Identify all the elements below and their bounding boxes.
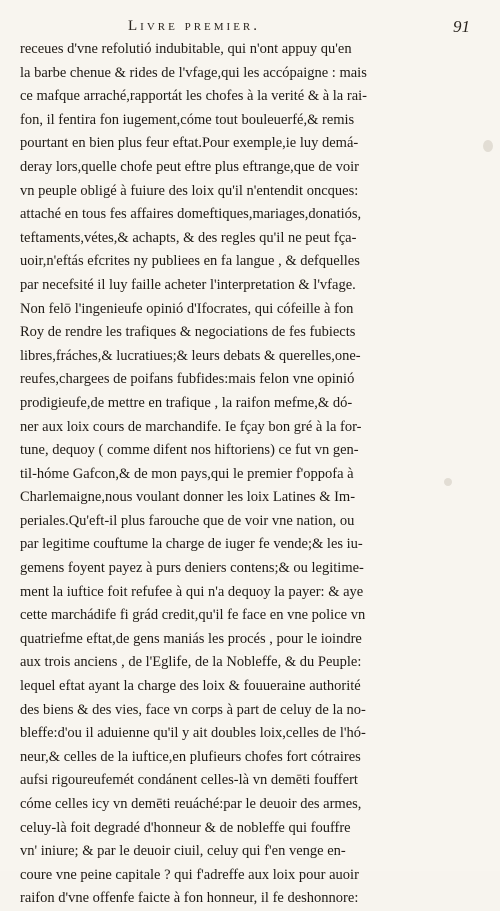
text-line: cette marchádife fi grád credit,qu'il fe face en vne police vn <box>20 607 366 624</box>
paper-stain <box>483 140 493 152</box>
text-line: par legitime couftume la charge de iuger fe vende;& les iu- <box>20 536 363 553</box>
paper-stain <box>444 478 452 486</box>
text-line: aufsi rigoureufemét condánent celles-là vn demēti fouffert <box>20 772 358 789</box>
text-line: Non felō l'ingenieufe opinió d'Ifocrates, qui cófeille à fon <box>20 300 354 317</box>
text-line: ce mafque arraché,rapportát les chofes à la verité & à la rai- <box>20 88 367 105</box>
text-line: periales.Qu'eft-il plus farouche que de voir vne nation, ou <box>20 512 355 529</box>
text-line: fon, il fentira fon iugement,cóme tout bouleuerfé,& remis <box>20 111 355 128</box>
text-line: libres,fráches,& lucratiues;& leurs debats & querelles,one- <box>20 347 361 364</box>
text-line: des biens & des vies, face vn corps à part de celuy de la no- <box>20 701 366 718</box>
text-line: neur,& celles de la iuftice,en plufieurs chofes fort cótraires <box>20 748 361 765</box>
text-line: deray lors,quelle chofe peut eftre plus eftrange,que de voir <box>20 158 359 175</box>
page-number: 91 <box>453 17 470 36</box>
text-line: cóme celles icy vn demēti reuáché:par le deuoir des armes, <box>20 796 362 812</box>
text-line: teftaments,vétes,& achapts, & des regles qu'il ne peut fça- <box>20 229 357 246</box>
text-line: tune, dequoy ( comme difent nos hiftoriens) ce fut vn gen- <box>20 442 359 459</box>
running-title: Livre premier. <box>128 18 260 34</box>
text-line: prodigieufe,de mettre en trafique , la raifon mefme,& dó- <box>20 394 353 411</box>
body-text <box>20 38 480 911</box>
text-line: ner aux loix cours de marchandife. Ie fçay bon gré à la for- <box>20 418 362 435</box>
text-line: par necefsité il luy faille acheter l'interpretation & l'vfage. <box>20 276 356 293</box>
text-line: uoir,n'eftás efcrites ny publiees en fa langue , & defquelles <box>20 253 360 270</box>
text-line: til-hóme Gafcon,& de mon pays,qui le premier f'oppofa à <box>20 465 354 482</box>
text-line: coure vne peine capitale ? qui f'adreffe aux loix pour auoir <box>20 866 359 883</box>
text-line: receues d'vne refolutió indubitable, qui n'ont appuy qu'en <box>20 41 352 57</box>
text-line: Charlemaigne,nous voulant donner les loix Latines & Im- <box>20 489 356 506</box>
text-line: raifon d'vne offenfe faicte à fon honneur, il fe deshonnore: <box>20 890 359 907</box>
text-line: la barbe chenue & rides de l'vfage,qui les accópaigne : mais <box>20 64 367 81</box>
text-line: ment la iuftice foit refufee à qui n'a dequoy la payer: & aye <box>20 583 364 600</box>
text-line: vn' iniure; & par le deuoir ciuil, celuy qui f'en venge en- <box>20 843 346 860</box>
running-header <box>0 18 500 38</box>
text-line: reufes,chargees de poifans fubfides:mais felon vne opinió <box>20 371 355 388</box>
text-line: lequel eftat ayant la charge des loix & fouueraine authorité <box>20 678 361 695</box>
text-line: celuy-là foit degradé d'honneur & de nobleffe qui fouffre <box>20 819 351 836</box>
text-line: aux trois anciens , de l'Eglife, de la Nobleffe, & du Peuple: <box>20 654 362 671</box>
text-line: bleffe:d'ou il aduienne qu'il y ait doubles loix,celles de l'hó- <box>20 725 366 742</box>
text-line: attaché en tous fes affaires domeftiques,mariages,donatiós, <box>20 206 362 223</box>
text-line: quatriefme eftat,de gens maniás les procés , pour le ioindre <box>20 630 362 647</box>
text-line: Roy de rendre les trafiques & negociations de fes fubiects <box>20 324 356 341</box>
text-line: vn peuple obligé à fuiure des loix qu'il n'entendit oncques: <box>20 182 359 199</box>
text-line: pourtant en bien plus feur eftat.Pour exemple,ie luy demá- <box>20 135 359 152</box>
text-line: gemens foyent payez à purs deniers contens;& ou legitime- <box>20 560 364 577</box>
